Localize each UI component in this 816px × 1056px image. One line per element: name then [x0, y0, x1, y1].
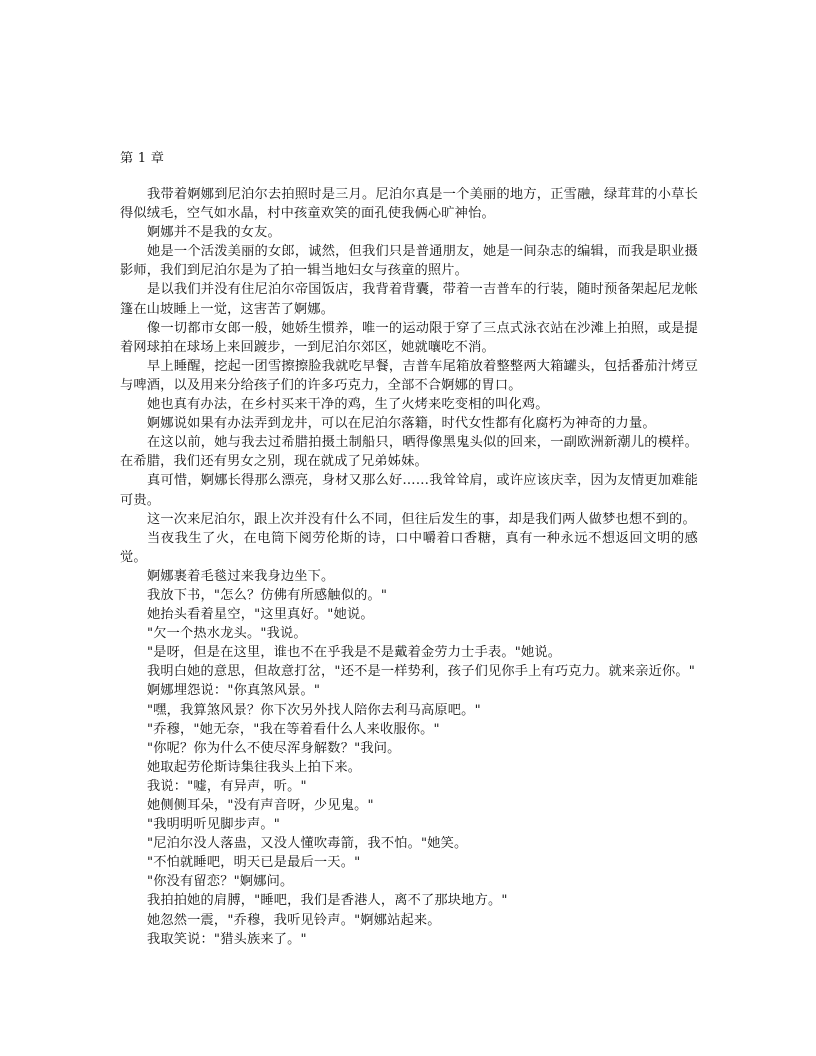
- paragraph: "你没有留恋？"婀娜问。: [147, 874, 294, 890]
- paragraph: 我明白她的意思，但故意打岔，"还不是一样势利，孩子们见你手上有巧克力。就来亲近你。": [147, 664, 696, 680]
- paragraph: 她侧侧耳朵，"没有声音呀，少见鬼。": [147, 798, 374, 813]
- paragraph: 早上睡醒，挖起一团雪擦擦脸我就吃早餐，吉普车尾箱放着整整两大箱罐头，包括番茄汁烤豆与啤酒，以及用来分给孩子们的许多巧克力，全部不合婀娜的胃口。: [120, 358, 698, 393]
- paragraph: 婀娜说如果有办法弄到龙井，可以在尼泊尔落籍，时代女性都有化腐朽为神奇的力量。: [147, 416, 656, 432]
- paragraph: 她抬头看着星空，"这里真好。"她说。: [147, 607, 374, 623]
- paragraph: 像一切都市女郎一般，她娇生惯养，唯一的运动限于穿了三点式泳衣站在沙滩上拍照，或是提着网球拍在球场上来回踱步，一到尼泊尔郊区，她就嚷吃不消。: [120, 320, 698, 355]
- paragraph: "欠一个热水龙头。"我说。: [147, 626, 307, 642]
- paragraph: 我拍拍她的肩膊，"睡吧，我们是香港人，离不了那块地方。": [147, 893, 508, 909]
- paragraph: 我带着婀娜到尼泊尔去拍照时是三月。尼泊尔真是一个美丽的地方，正雪融，绿茸茸的小草长得似绒毛，空气如水晶，村中孩童欢笑的面孔使我俩心旷神怡。: [120, 187, 698, 222]
- paragraph: 这一次来尼泊尔，跟上次并没有什么不同，但往后发生的事，却是我们两人做梦也想不到的。: [147, 511, 696, 527]
- paragraph: "嘿，我算煞风景？你下次另外找人陪你去利马高原吧。": [147, 702, 481, 718]
- document-body: [120, 149, 698, 949]
- paragraph: 她是一个活泼美丽的女郎，诚然，但我们只是普通朋友，她是一间杂志的编辑，而我是职业摄影师，我们到尼泊尔是为了拍一辑当地妇女与孩童的照片。: [120, 244, 698, 279]
- paragraph: 她取起劳伦斯诗集往我头上拍下来。: [147, 759, 362, 775]
- chapter-title: 第 1 章: [120, 151, 165, 166]
- paragraph: "我明明听见脚步声。": [147, 817, 281, 833]
- paragraph: 婀娜并不是我的女友。: [147, 225, 281, 241]
- paragraph: 婀娜埋怨说："你真煞风景。": [147, 683, 321, 699]
- paragraph: 婀娜裹着毛毯过来我身边坐下。: [147, 568, 335, 584]
- paragraph: "不怕就睡吧，明天已是最后一天。": [147, 855, 361, 871]
- paragraph: 在这以前，她与我去过希腊拍摄土制船只，晒得像黑鬼头似的回来，一副欧洲新潮儿的模样。在希腊，我们还有男女之别，现在就成了兄弟姊妹。: [120, 435, 698, 470]
- paragraph: 她忽然一震，"乔穆，我听见铃声。"婀娜站起来。: [147, 912, 441, 928]
- paragraph: 我放下书，"怎么？仿佛有所感触似的。": [147, 587, 388, 603]
- paragraph-list: [120, 185, 698, 949]
- paragraph: 真可惜，婀娜长得那么漂亮，身材又那么好……我耸耸肩，或许应该庆幸，因为友情更加难能可贵。: [120, 473, 698, 508]
- paragraph: 当夜我生了火，在电筒下阅劳伦斯的诗，口中嚼着口香糖，真有一种永远不想返回文明的感觉。: [120, 530, 698, 565]
- paragraph: 是以我们并没有住尼泊尔帝国饭店，我背着背囊，带着一吉普车的行装，随时预备架起尼龙帐篷在山坡睡上一觉，这害苦了婀娜。: [120, 282, 698, 317]
- paragraph: "乔穆，"她无奈，"我在等着看什么人来收服你。": [147, 721, 440, 737]
- paragraph: 她也真有办法，在乡村买来干净的鸡，生了火烤来吃变相的叫化鸡。: [147, 397, 549, 413]
- paragraph: 我取笑说："猎头族来了。": [147, 931, 307, 947]
- paragraph: "尼泊尔没人落蛊，又没人懂吹毒箭，我不怕。"她笑。: [147, 836, 468, 852]
- paragraph: "是呀，但是在这里，谁也不在乎我是不是戴着金劳力士手表。"她说。: [147, 645, 562, 661]
- paragraph: "你呢？你为什么不使尽浑身解数？"我问。: [147, 740, 401, 756]
- paragraph: 我说："嘘，有异声，听。": [147, 778, 307, 794]
